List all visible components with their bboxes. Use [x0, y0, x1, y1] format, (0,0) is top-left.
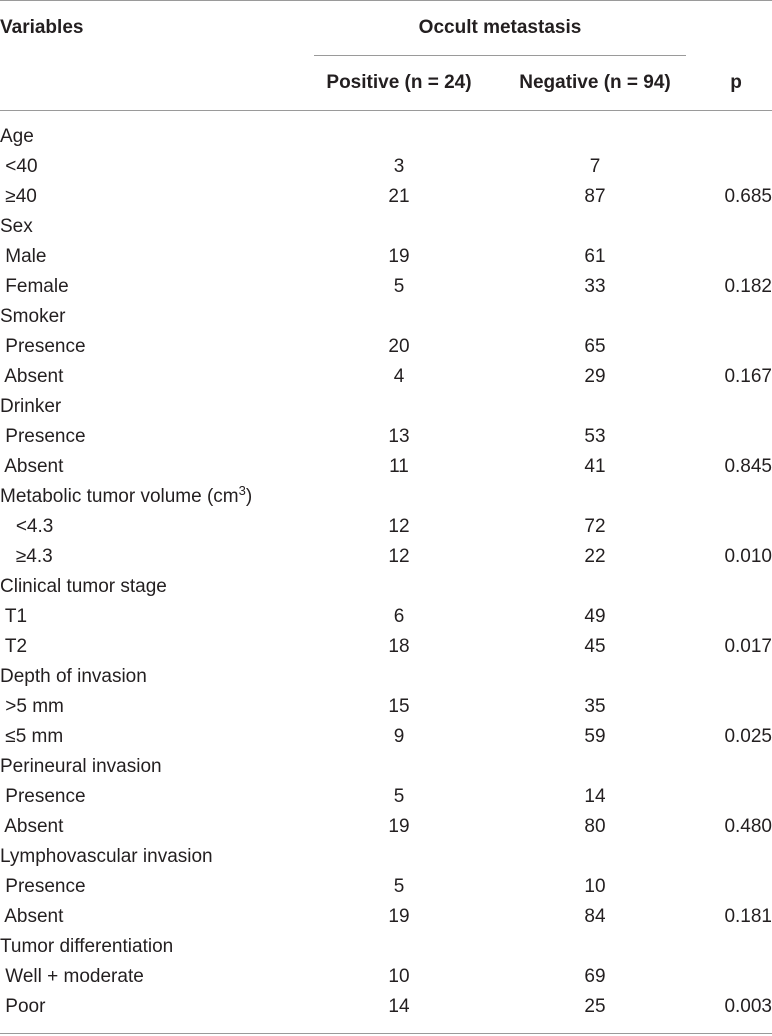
row-label-text: Female	[0, 276, 69, 297]
p-value: 0.167	[724, 366, 772, 387]
row-label-text: ≥4.3	[0, 546, 53, 567]
row-label-text: <40	[0, 156, 38, 177]
table-row	[0, 932, 772, 962]
p-value: 0.480	[724, 816, 772, 837]
row-label	[0, 152, 38, 182]
table-row	[0, 302, 772, 332]
row-label	[0, 212, 33, 242]
row-label	[0, 722, 63, 752]
table-row	[0, 692, 772, 722]
negative-count: 25	[584, 996, 606, 1017]
row-label-text: Clinical tumor stage	[0, 576, 167, 597]
positive-count: 20	[388, 336, 410, 357]
row-label	[0, 962, 144, 992]
row-label-text: Well + moderate	[0, 966, 144, 987]
table-row	[0, 602, 772, 632]
negative-count: 10	[584, 876, 606, 897]
table-row	[0, 152, 772, 182]
row-label	[0, 602, 27, 632]
positive-count: 13	[388, 426, 410, 447]
row-label-text: Tumor differentiation	[0, 936, 174, 957]
row-label-text: Metabolic tumor volume (cm	[0, 486, 239, 507]
table-row	[0, 632, 772, 662]
row-label	[0, 332, 86, 362]
row-label	[0, 872, 86, 902]
row-label-text: Presence	[0, 876, 86, 897]
header-occult-metastasis: Occult metastasis	[418, 17, 582, 38]
row-label	[0, 812, 63, 842]
row-label-text: <4.3	[0, 516, 54, 537]
row-label-text: ≥40	[0, 186, 37, 207]
row-label	[0, 182, 37, 212]
positive-count: 5	[393, 786, 405, 807]
table-row	[0, 992, 772, 1022]
negative-count: 22	[584, 546, 606, 567]
header-positive: Positive (n = 24)	[326, 72, 472, 93]
table-row	[0, 362, 772, 392]
positive-count: 5	[393, 876, 405, 897]
row-label-text: Presence	[0, 336, 86, 357]
header-p: p	[730, 72, 742, 93]
row-label	[0, 272, 69, 302]
negative-count: 65	[584, 336, 606, 357]
row-label-text: Male	[0, 246, 47, 267]
row-label	[0, 362, 63, 392]
row-label	[0, 572, 167, 602]
row-label-text: Sex	[0, 216, 33, 237]
table-row	[0, 272, 772, 302]
p-value: 0.845	[724, 456, 772, 477]
table-row	[0, 212, 772, 242]
row-label-text: Absent	[0, 366, 64, 387]
table-row	[0, 332, 772, 362]
table-row	[0, 572, 772, 602]
row-label-text: Poor	[0, 996, 46, 1017]
row-label-superscript: 3	[238, 483, 246, 498]
positive-count: 15	[388, 696, 410, 717]
table-row	[0, 872, 772, 902]
negative-count: 59	[584, 726, 606, 747]
row-label	[0, 782, 86, 812]
negative-count: 45	[584, 636, 606, 657]
table-row	[0, 242, 772, 272]
negative-count: 72	[584, 516, 606, 537]
row-label-text: Lymphovascular invasion	[0, 846, 213, 867]
table-row	[0, 752, 772, 782]
negative-count: 53	[584, 426, 606, 447]
negative-count: 35	[584, 696, 606, 717]
table-row	[0, 962, 772, 992]
negative-count: 69	[584, 966, 606, 987]
positive-count: 3	[393, 156, 405, 177]
negative-count: 87	[584, 186, 606, 207]
row-label-text: Drinker	[0, 396, 62, 417]
table-row	[0, 542, 772, 572]
row-label	[0, 452, 63, 482]
p-value: 0.025	[724, 726, 772, 747]
row-label	[0, 752, 162, 782]
row-label-text: >5 mm	[0, 696, 64, 717]
header-negative: Negative (n = 94)	[519, 72, 671, 93]
row-label-text: Smoker	[0, 306, 66, 327]
row-label-text: Absent	[0, 456, 64, 477]
positive-count: 6	[393, 606, 405, 627]
row-label	[0, 302, 65, 332]
positive-count: 12	[388, 516, 410, 537]
table-row	[0, 722, 772, 752]
row-label-tail: )	[245, 486, 253, 507]
bottom-rule	[0, 1033, 772, 1034]
negative-count: 49	[584, 606, 606, 627]
row-label	[0, 932, 173, 962]
row-label-text: ≤5 mm	[0, 726, 64, 747]
table-row	[0, 452, 772, 482]
row-label-text: Depth of invasion	[0, 666, 147, 687]
row-label	[0, 992, 45, 1022]
table-row	[0, 182, 772, 212]
table-row	[0, 422, 772, 452]
table-row	[0, 842, 772, 872]
row-label-text: Age	[0, 126, 34, 147]
table-row	[0, 512, 772, 542]
group-rule	[314, 55, 686, 56]
table-row	[0, 392, 772, 422]
row-label	[0, 632, 27, 662]
table-row	[0, 122, 772, 152]
table-body	[0, 122, 772, 1022]
p-value: 0.003	[724, 996, 772, 1017]
row-label-text: Absent	[0, 816, 64, 837]
positive-count: 5	[393, 276, 405, 297]
negative-count: 7	[589, 156, 601, 177]
row-label	[0, 242, 46, 272]
negative-count: 80	[584, 816, 606, 837]
row-label-text: T2	[0, 636, 28, 657]
row-label	[0, 692, 64, 722]
p-value: 0.181	[724, 906, 772, 927]
positive-count: 12	[388, 546, 410, 567]
positive-count: 19	[388, 906, 410, 927]
positive-count: 10	[388, 966, 410, 987]
table-row	[0, 812, 772, 842]
positive-count: 14	[388, 996, 410, 1017]
row-label-text: Presence	[0, 426, 86, 447]
row-label	[0, 392, 61, 422]
header-rule	[0, 110, 772, 111]
positive-count: 21	[388, 186, 410, 207]
negative-count: 61	[584, 246, 606, 267]
positive-count: 9	[393, 726, 405, 747]
negative-count: 84	[584, 906, 606, 927]
row-label	[0, 512, 53, 542]
table-row	[0, 662, 772, 692]
table-row	[0, 482, 772, 512]
row-label-text: Absent	[0, 906, 64, 927]
table-row	[0, 782, 772, 812]
positive-count: 19	[388, 816, 410, 837]
negative-count: 29	[584, 366, 606, 387]
row-label	[0, 542, 53, 572]
positive-count: 4	[393, 366, 405, 387]
negative-count: 33	[584, 276, 606, 297]
positive-count: 18	[388, 636, 410, 657]
p-value: 0.685	[724, 186, 772, 207]
row-label-text: Presence	[0, 786, 86, 807]
negative-count: 14	[584, 786, 606, 807]
row-label-text: Perineural invasion	[0, 756, 162, 777]
row-label	[0, 842, 213, 872]
row-label-text: T1	[0, 606, 28, 627]
positive-count: 19	[388, 246, 410, 267]
p-value: 0.010	[724, 546, 772, 567]
p-value: 0.017	[724, 636, 772, 657]
top-rule	[0, 0, 772, 1]
negative-count: 41	[584, 456, 606, 477]
row-label	[0, 422, 86, 452]
p-value: 0.182	[724, 276, 772, 297]
row-label	[0, 122, 34, 152]
positive-count: 11	[389, 456, 409, 477]
header-variables: Variables	[0, 17, 84, 38]
row-label	[0, 902, 63, 932]
row-label	[0, 482, 252, 512]
row-label	[0, 662, 147, 692]
table-row	[0, 902, 772, 932]
